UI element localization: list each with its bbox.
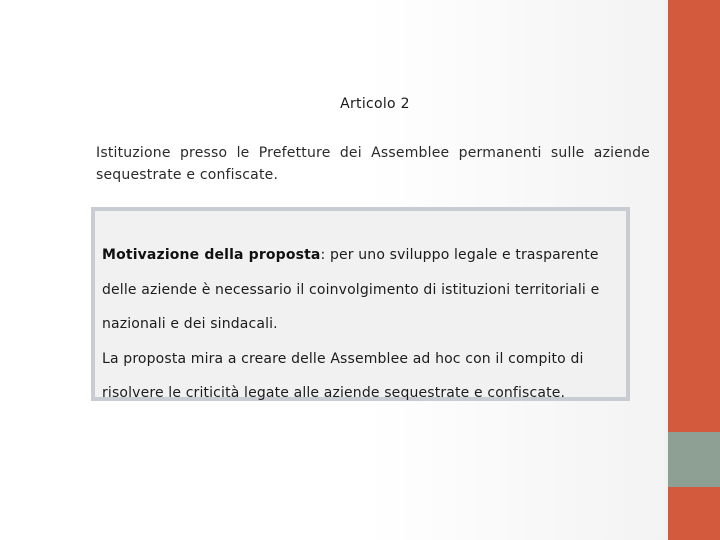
motivation-line-3: nazionali e dei sindacali. [102,316,278,332]
side-bar-gray-segment [668,432,720,487]
motivation-line-1 [102,238,622,273]
side-bar-red-segment [668,0,720,432]
motivation-line-5: risolvere le criticità legate alle aziende sequestrate e confiscate. [102,385,566,401]
article-subtitle-line-2: sequestrate e confiscate. [96,167,279,183]
motivation-line-4: La proposta mira a creare delle Assemblee ad hoc con il compito di [102,350,584,367]
motivation-line-2: delle aziende è necessario il coinvolgimento di istituzioni territoriali e [102,281,600,298]
side-bar-red-segment-bottom [668,487,720,540]
article-subtitle [96,142,650,186]
article-subtitle-line-1: Istituzione presso le Prefetture dei Assemblee permanenti sulle aziende [96,145,650,161]
motivation-box [91,207,630,401]
decorative-side-bar [665,0,720,540]
motivation-line-1-rest: : per uno sviluppo legale e trasparente [320,247,599,263]
article-title: Articolo 2 [340,96,410,112]
motivation-heading: Motivazione della proposta [102,247,321,263]
motivation-text [102,238,622,411]
